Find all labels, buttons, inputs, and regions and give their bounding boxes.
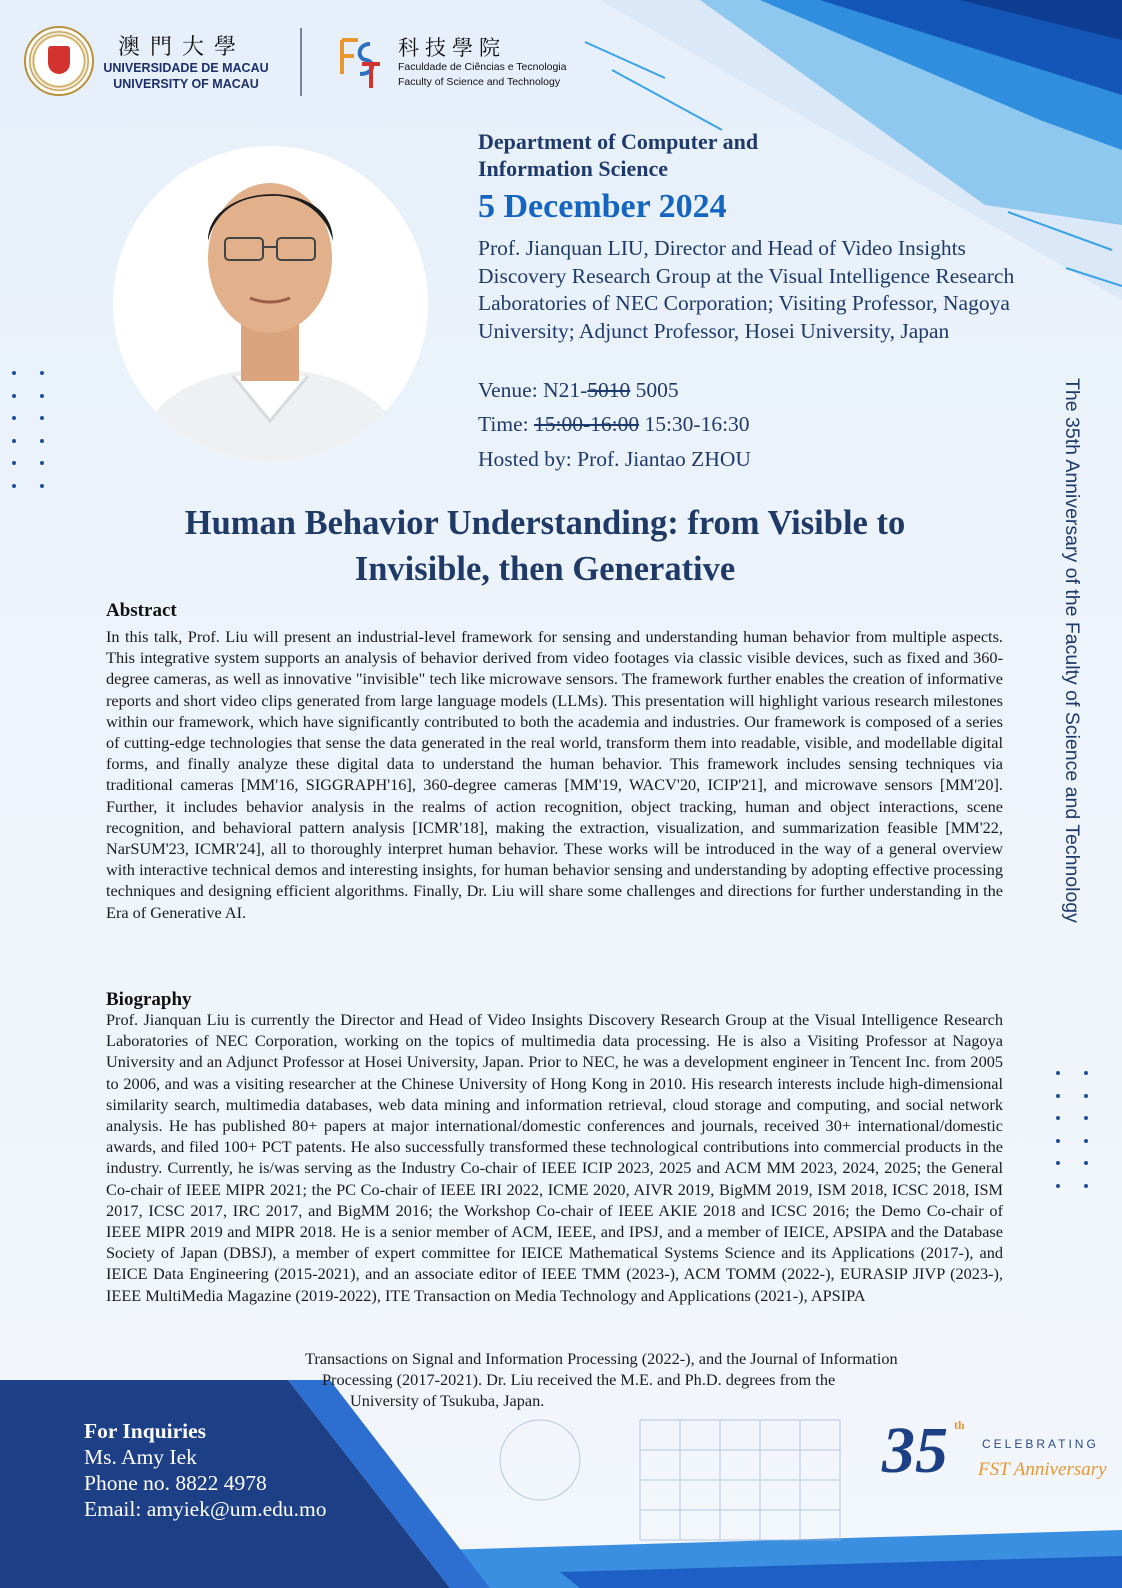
um-portuguese-name: UNIVERSIDADE DE MACAU	[103, 61, 269, 75]
anniversary-logo	[882, 1414, 982, 1494]
celebrating-label: CELEBRATING	[982, 1437, 1099, 1451]
time	[478, 412, 750, 437]
biography-heading: Biography	[106, 989, 192, 1010]
department-line-2: Information Science	[478, 156, 669, 181]
inquiries-heading: For Inquiries	[84, 1419, 207, 1443]
talk-title-line-1: Human Behavior Understanding: from Visible to	[184, 504, 906, 542]
time-new: 15:30-16:30	[639, 412, 750, 436]
biography-tail-line-1: Transactions on Signal and Information Processing (2022-), and the Journal of Information	[305, 1349, 898, 1368]
fst-english-name: Faculty of Science and Technology	[398, 76, 561, 88]
um-english-name: UNIVERSITY OF MACAU	[113, 77, 259, 91]
anniversary-superscript: th	[954, 1418, 965, 1432]
venue-label: Venue: N21-	[478, 378, 588, 402]
biography-tail-line-3: University of Tsukuba, Japan.	[350, 1391, 545, 1410]
talk-title	[100, 500, 990, 592]
fst-logo	[336, 34, 382, 90]
inquiries-email: Email: amyiek@um.edu.mo	[84, 1497, 327, 1521]
biography-tail-line-2: Processing (2017-2021). Dr. Liu received the M.E. and Ph.D. degrees from the	[322, 1370, 836, 1389]
header-divider	[300, 28, 302, 96]
fst-name-block	[398, 60, 567, 90]
anniversary-number: 35	[882, 1414, 948, 1487]
venue-old: 5010	[587, 378, 631, 402]
fst-chinese-name: 科技學院	[398, 36, 506, 60]
fst-portuguese-name: Faculdade de Ciências e Tecnologia	[398, 61, 567, 73]
department-line-1: Department of Computer and	[478, 129, 759, 154]
left-dot-pattern	[12, 371, 48, 488]
department-name	[478, 128, 898, 182]
time-old: 15:00-16:00	[533, 412, 640, 436]
fst-anniversary-label: FST Anniversary	[978, 1459, 1107, 1480]
um-name-block	[102, 60, 270, 92]
inquiries-block	[84, 1418, 327, 1522]
um-chinese-name: 澳門大學	[118, 35, 247, 60]
abstract-text: In this talk, Prof. Liu will present an industrial-level framework for sensing and understanding human behavior from multiple aspects. This integrative system supports an analysis of behavior derived from video footages via classic visible devices, such as fixed and 360-degree cameras, as well as innovative "invisible" tech like microwave sensors. The framework further enables the creation of informative reports and short video clips generated from large language models (LLMs). This presentation will highlight various research milestones within our framework, which have significantly contributed to both the academia and industries. Our framework is composed of a series of cutting-edge technologies that sense the data generated in the real world, transform them into readable, visible, and modellable digital forms, and finally analyze these digital data to understand the human behavior. This framework includes sensing techniques via traditional cameras [MM'16, SIGGRAPH'16], 360-degree cameras [MM'19, WACV'20, ICIP'21], and microwave sensors [MM'20]. Further, it includes behavior analysis in the realms of action recognition, object tracking, human and object interactions, scene recognition, and behavioral pattern analysis [ICMR'18], making the extraction, visualization, and summarization feasible [MM'22, NarSUM'23, ICMR'24], all to thoroughly interpret human behavior. These works will be introduced in the way of a general overview with interactive technical demos and interesting insights, for human behavior sensing and understanding by adopting effective processing techniques and designing efficient algorithms. Finally, Dr. Liu will share some challenges and directions for further understanding in the Era of Generative AI.	[106, 627, 1003, 922]
abstract-heading: Abstract	[106, 600, 177, 621]
speaker-details: Prof. Jianquan LIU, Director and Head of Video Insights Discovery Research Group at the Visual Intelligence Research Laboratories of NEC Corporation; Visiting Professor, Nagoya University; Adjunct Professor, Hosei University, Japan	[478, 236, 1015, 343]
time-label: Time:	[478, 412, 534, 436]
biography-text: Prof. Jianquan Liu is currently the Director and Head of Video Insights Discovery Research Group at the Visual Intelligence Research Laboratories of NEC Corporation, working on the topics of multimedia data processing. He is also a Visiting Professor at Nagoya University and an Adjunct Professor at Hosei University, Japan. Prior to NEC, he was a development engineer in Tencent Inc. from 2005 to 2006, and was a visiting researcher at the Chinese University of Hong Kong in 2010. His research interests include high-dimensional similarity search, multimedia databases, web data mining and information retrieval, cloud storage and computing, and social network analysis. He has published 80+ papers at major international/domestic conferences and journals, received 30+ international/domestic awards, and filed 100+ PCT patents. He also successfully transformed these technological contributions into commercial products in the industry. Currently, he is/was serving as the Industry Co-chair of IEEE ICIP 2023, 2025 and ACM MM 2023, 2024, 2025; the General Co-chair of IEEE MIPR 2021; the PC Co-chair of IEEE IRI 2022, ICME 2020, AIVR 2019, BigMM 2019, ISM 2018, ICSC 2018, ISM 2017, ICSC 2017, IRC 2017, and BigMM 2016; the Workshop Co-chair of IEEE AKIE 2018 and ICSC 2016; the Demo Co-chair of IEEE MIPR 2019 and MIPR 2018. He is a senior member of ACM, IEEE, and IPSJ, and a member of IEICE, APSIPA and the Database Society of Japan (DBSJ), a member of expert committee for IEICE Mathematical Systems Science and its Applications (2017-), and IEICE Data Engineering (2015-2021), and an associate editor of IEEE TMM (2023-), ACM TOMM (2022-), EURASIP JIVP (2023-), IEEE MultiMedia Magazine (2019-2022), ITE Transaction on Media Technology and Applications (2021-), APSIPA	[106, 1010, 1003, 1305]
hosted-by: Hosted by: Prof. Jiantao ZHOU	[478, 447, 751, 471]
speaker-photo	[113, 146, 428, 461]
right-dot-pattern	[1056, 1071, 1092, 1188]
event-date: 5 December 2024	[478, 188, 727, 225]
side-anniversary-label: The 35th Anniversary of the Faculty of Science and Technology	[1061, 378, 1083, 923]
talk-title-line-2: Invisible, then Generative	[354, 550, 736, 588]
inquiries-phone: Phone no. 8822 4978	[84, 1471, 267, 1495]
side-anniversary-text	[1059, 378, 1083, 948]
university-of-macau-logo	[24, 26, 94, 96]
venue-new: 5005	[630, 378, 679, 402]
inquiries-contact-name: Ms. Amy Iek	[84, 1445, 197, 1469]
venue	[478, 378, 679, 403]
